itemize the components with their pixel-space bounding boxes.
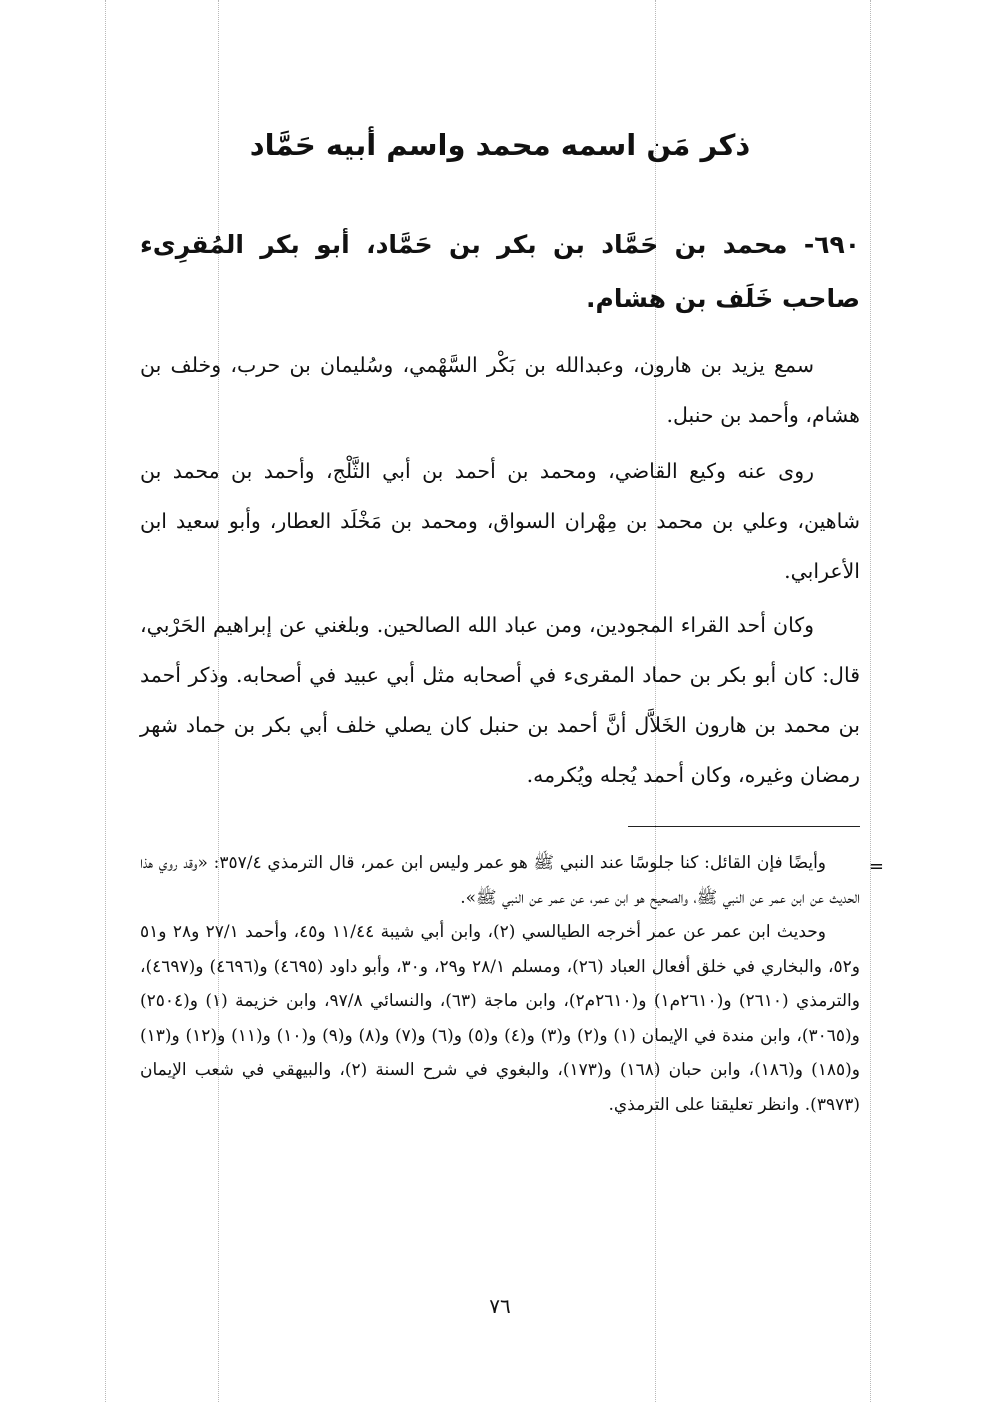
- book-page: [140, 0, 884, 1402]
- paragraph-students: روى عنه وكيع القاضي، ومحمد بن أحمد بن أبي الثَّلْج، وأحمد بن محمد بن شاهين، وعلي بن محمد بن مِهْران السواق، ومحمد بن مَخْلَد العطار، وأبو سعيد ابن الأعرابي.: [140, 459, 860, 583]
- entry-title: ٦٩٠- محمد بن حَمَّاد بن بكر بن حَمَّاد، أبو بكر المُقرِىء صاحب خَلَف بن هشام.: [140, 230, 860, 313]
- paragraph-biography: وكان أحد القراء المجودين، ومن عباد الله الصالحين. وبلغني عن إبراهيم الحَرْبي، قال: كان أبو بكر بن حماد المقرىء في أصحابه مثل أبي عبيد في أصحابه. وذكر أحمد بن محمد بن هارون الخَلاَّل أنَّ أحمد بن حنبل كان يصلي خلف أبي بكر بن حماد شهر رمضان وغيره، وكان أحمد يُجله ويُكرمه.: [140, 613, 860, 787]
- scan-artifact-line: [870, 0, 871, 1402]
- footnote-paragraph: وأيضًا فإن القائل: كنا جلوسًا عند النبي ﷺ هو عمر وليس ابن عمر، قال الترمذي ٣٥٧/٤: «وقد روي هذا الحديث عن ابن عمر عن النبي ﷺ، والصحيح هو ابن عمر، عن عمر عن النبي ﷺ».: [140, 853, 860, 908]
- page-number: ٧٦: [489, 1294, 511, 1318]
- paragraph-teachers: سمع يزيد بن هارون، وعبدالله بن بَكْر السَّهْمي، وسُليمان بن حرب، وخلف بن هشام، وأحمد بن حنبل.: [140, 353, 860, 427]
- scan-artifact-line: [105, 0, 106, 1402]
- footnote-paragraph: وحديث ابن عمر عن عمر أخرجه الطيالسي (٢)، وابن أبي شيبة ١١/٤٤ و٤٥، وأحمد ٢٧/١ و٢٨ و٥١ و٥٢، والبخاري في خلق أفعال العباد (٢٦)، ومسلم ٢٨/١ و٢٩، و٣٠، وأبو داود (٤٦٩٥) و(٤٦٩٦) و(٤٦٩٧)، والترمذي (٢٦١٠) و(٢٦١٠م١) و(٢٦١٠م٢)، وابن ماجة (٦٣)، والنسائي ٩٧/٨، وابن خزيمة (١) و(٢٥٠٤) و(٣٠٦٥)، وابن مندة في الإيمان (١) و(٢) و(٣) و(٤) و(٥) و(٦) و(٧) و(٨) و(٩) و(١٠) و(١١) و(١٢) و(١٣) و(١٨٥) و(١٨٦)، وابن حبان (١٦٨) و(١٧٣)، والبغوي في شرح السنة (٢)، والبيهقي في شعب الإيمان (٣٩٧٣). وانظر تعليقنا على الترمذي.: [140, 922, 860, 1115]
- footnotes: [140, 846, 860, 1122]
- footnote-separator: [628, 826, 860, 827]
- footnote-continuation-mark: =: [868, 856, 884, 877]
- section-heading: ذكر مَن اسمه محمد واسم أبيه حَمَّاد: [249, 128, 751, 162]
